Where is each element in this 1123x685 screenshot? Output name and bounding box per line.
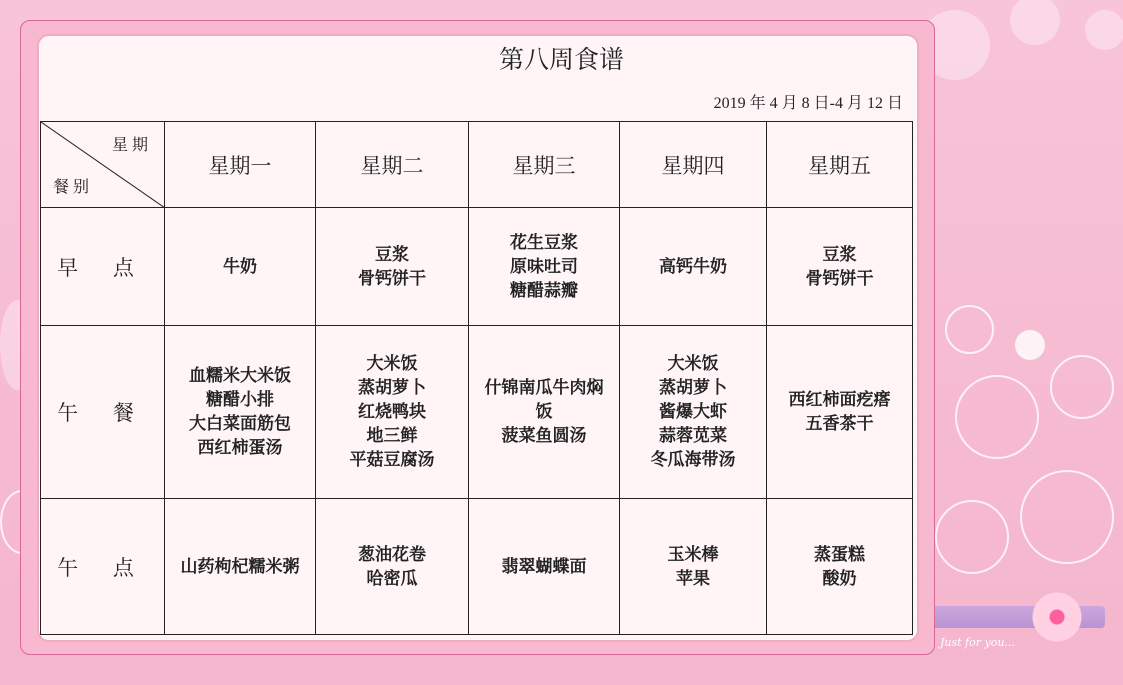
dish-cell	[316, 499, 469, 635]
dish-item: 冬瓜海带汤	[650, 450, 736, 470]
dish-item: 西红柿蛋汤	[197, 438, 283, 458]
dish-item: 原味吐司	[510, 256, 578, 277]
dish-cell	[316, 326, 469, 499]
dish-item: 大白菜面筋包	[189, 414, 291, 434]
dish-item: 骨钙饼干	[358, 268, 426, 289]
menu-table	[40, 121, 913, 635]
dish-item: 玉米棒	[667, 544, 719, 565]
decorative-bow	[1032, 592, 1082, 642]
dish-item: 蒸胡萝卜	[358, 378, 426, 398]
table-row	[41, 326, 913, 499]
meal-label-afternoon-snack: 午 点	[41, 499, 165, 635]
corner-label-weekday: 星期	[111, 135, 152, 154]
dish-item: 大米饭	[667, 354, 719, 374]
dish-item: 山药枸杞糯米粥	[180, 556, 300, 577]
dish-item: 蒜蓉苋菜	[659, 426, 727, 446]
dish-item: 哈密瓜	[366, 568, 418, 589]
table-row	[41, 208, 913, 326]
dish-cell	[767, 326, 913, 499]
day-header-tuesday: 星期二	[316, 122, 469, 208]
dish-cell	[165, 208, 316, 326]
dish-item: 菠菜鱼圆汤	[501, 426, 587, 446]
decorative-flower	[1050, 355, 1114, 419]
dish-item: 饭	[535, 402, 553, 422]
dish-cell	[469, 208, 620, 326]
decorative-flower	[945, 305, 994, 354]
table-row	[41, 499, 913, 635]
dish-item: 酸奶	[822, 568, 857, 589]
dish-cell	[620, 208, 767, 326]
dish-item: 花生豆浆	[510, 232, 578, 253]
decorative-bubble	[1015, 330, 1045, 360]
day-header-thursday: 星期四	[620, 122, 767, 208]
dish-cell	[316, 208, 469, 326]
decorative-flower	[955, 375, 1039, 459]
dish-cell	[469, 326, 620, 499]
dish-item: 什锦南瓜牛肉焖	[484, 378, 604, 398]
dish-item: 翡翠蝴蝶面	[501, 556, 587, 577]
page-title: 第八周食谱	[498, 45, 624, 74]
dish-item: 糖醋蒜瓣	[510, 280, 578, 301]
dish-cell	[767, 208, 913, 326]
dish-item: 血糯米大米饭	[189, 366, 291, 386]
corner-header-cell	[41, 122, 165, 208]
day-header-wednesday: 星期三	[469, 122, 620, 208]
meal-label-breakfast: 早 点	[41, 208, 165, 326]
decorative-flower	[1020, 470, 1114, 564]
dish-item: 糖醋小排	[206, 390, 274, 410]
dish-item: 骨钙饼干	[805, 268, 874, 289]
decorative-bubble	[1010, 0, 1060, 45]
dish-item: 红烧鸭块	[358, 402, 426, 422]
dish-item: 苹果	[676, 568, 710, 589]
dish-item: 高钙牛奶	[659, 256, 727, 277]
dish-cell	[165, 499, 316, 635]
date-range: 2019 年 4 月 8 日-4 月 12 日	[713, 95, 903, 112]
dish-item: 五香茶干	[805, 414, 874, 434]
day-header-monday: 星期一	[165, 122, 316, 208]
dish-item: 地三鲜	[366, 426, 418, 446]
dish-cell	[469, 499, 620, 635]
header-row	[41, 122, 913, 208]
dish-item: 大米饭	[366, 354, 418, 374]
dish-item: 牛奶	[223, 256, 257, 277]
decoration-caption: Just for you...	[940, 636, 1015, 649]
decorative-flower	[935, 500, 1009, 574]
dish-item: 西红柿面疙瘩	[788, 390, 891, 410]
dish-item: 蒸蛋糕	[814, 544, 865, 565]
dish-item: 平菇豆腐汤	[349, 450, 435, 470]
meal-label-lunch: 午 餐	[41, 326, 165, 499]
corner-label-meal: 餐别	[53, 177, 94, 196]
dish-cell	[165, 326, 316, 499]
dish-item: 酱爆大虾	[659, 402, 727, 422]
dish-item: 葱油花卷	[358, 544, 426, 565]
dish-item: 蒸胡萝卜	[659, 378, 727, 398]
dish-cell	[620, 499, 767, 635]
dish-cell	[767, 499, 913, 635]
day-header-friday: 星期五	[767, 122, 913, 208]
dish-cell	[620, 326, 767, 499]
dish-item: 豆浆	[375, 244, 409, 265]
dish-item: 豆浆	[822, 244, 857, 265]
